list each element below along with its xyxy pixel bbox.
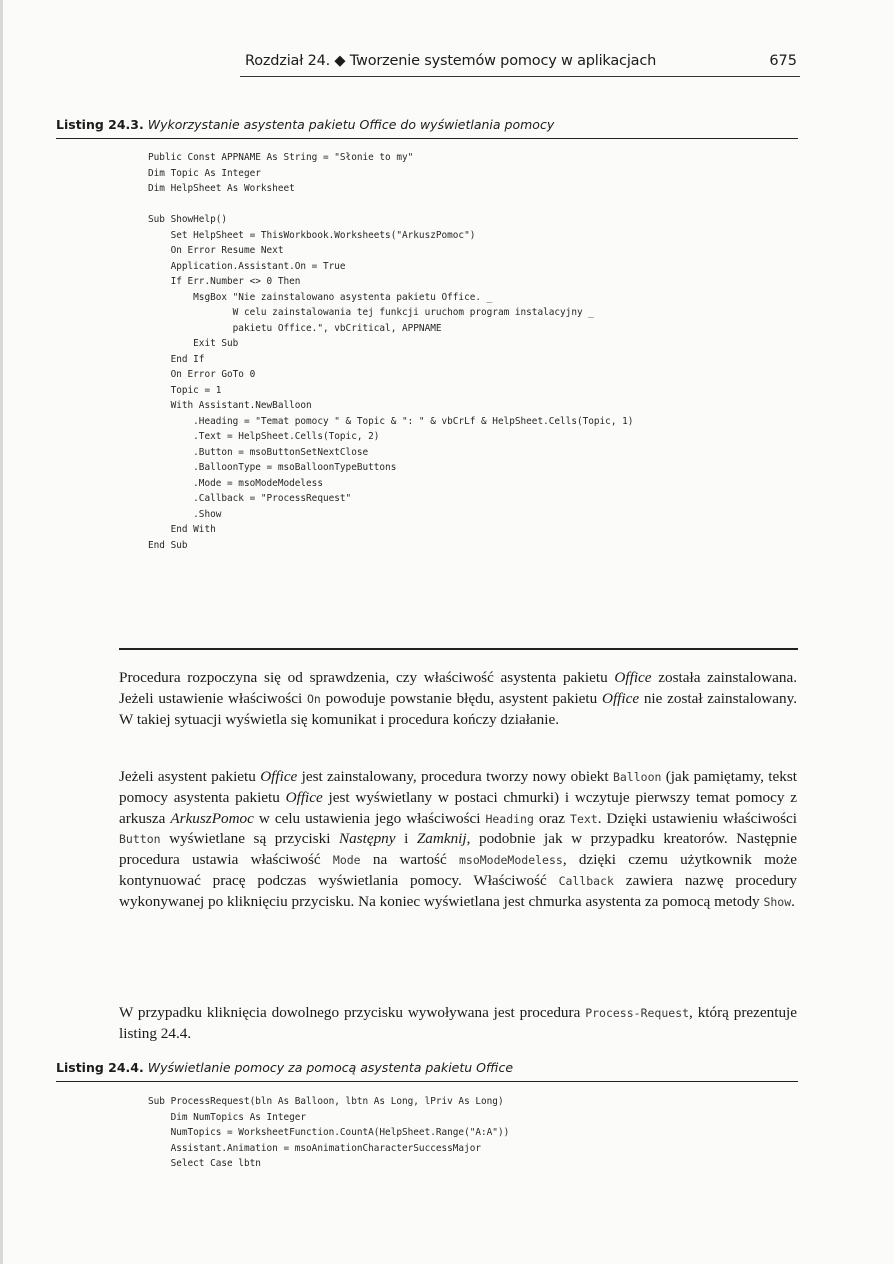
text: nie został zainstalowany. W takiej sytuacji wyświetla się komunikat i procedura kończy działanie. bbox=[119, 689, 797, 728]
text: wyświetlane są przyciski bbox=[160, 830, 339, 848]
code-term: msoModeModeless bbox=[458, 853, 563, 868]
paragraph-3 bbox=[119, 1003, 797, 1045]
text: . bbox=[791, 892, 795, 910]
text: W przypadku kliknięcia dowolnego przycisku wywoływana jest procedura bbox=[119, 1004, 586, 1021]
text: została zainstalowana. Jeżeli ustawienie właściwości bbox=[119, 669, 797, 707]
text: (jak pamiętamy, tekst pomocy asystenta pakietu bbox=[119, 768, 797, 806]
listing-24-4-code: Sub ProcessRequest(bln As Balloon, lbtn As Long, lPriv As Long) Dim NumTopics As Integer NumTopics = WorksheetFunction.CountA(HelpSheet.Range("A:A")) Assistant.Animation = msoAnimationCharacterSuccessMajor Select Case lbtn bbox=[148, 1096, 510, 1169]
code-term: Heading bbox=[485, 811, 534, 826]
code-term: Show bbox=[763, 894, 792, 909]
listing-caption: Wykorzystanie asystenta pakietu Office do wyświetlania pomocy bbox=[147, 117, 555, 132]
text: , podobnie jak w przypadku kreatorów. Następnie procedura ustawia właściwość bbox=[119, 830, 797, 869]
text: Jeżeli asystent pakietu bbox=[119, 768, 261, 785]
page-edge bbox=[0, 0, 3, 1264]
paragraph-2 bbox=[119, 767, 797, 913]
code-term: Button bbox=[119, 832, 161, 847]
text: jest wyświetlany w postaci chmurki) i wczytuje pierwszy temat pomocy z arkusza bbox=[119, 788, 797, 827]
listing-top-rule bbox=[56, 1081, 798, 1082]
emphasis: Office bbox=[601, 689, 640, 707]
listing-caption: Wyświetlanie pomocy za pomocą asystenta pakietu Office bbox=[147, 1060, 514, 1075]
emphasis: Office bbox=[260, 768, 298, 785]
code-term: Callback bbox=[558, 873, 614, 888]
listing-label: Listing 24.4. bbox=[56, 1060, 144, 1075]
paragraph-1 bbox=[119, 668, 797, 730]
text: w celu ustawienia jego właściwości bbox=[253, 809, 486, 827]
emphasis: Następny bbox=[338, 830, 396, 848]
code-term: Process-Request bbox=[585, 1006, 690, 1020]
code-term: On bbox=[307, 691, 321, 706]
text: oraz bbox=[533, 809, 571, 827]
emphasis: Office bbox=[614, 669, 652, 686]
text: Procedura rozpoczyna się od sprawdzenia, czy właściwość asystenta pakietu bbox=[119, 669, 615, 686]
emphasis: Zamknij bbox=[416, 830, 467, 848]
listing-top-rule bbox=[56, 138, 798, 139]
header-rule bbox=[240, 76, 800, 77]
listing-24-3-code: Public Const APPNAME As String = "Słonie to my" Dim Topic As Integer Dim HelpSheet As Worksheet Sub ShowHelp() Set HelpSheet = ThisWorkbook.Worksheets("ArkuszPomoc") On Error Resume Next Application.Assistant.On = True If Err.Number <> 0 Then MsgBox "Nie zainstalowano asystenta pakietu Office. _ W celu zainstalowania tej funkcji uruchom program instalacyjny _ pakietu Office.", vbCritical, APPNAME Exit Sub End If On Error GoTo 0 Topic = 1 With Assistant.NewBalloon .Heading = "Temat pomocy " & Topic & ": " & vbCrLf & HelpSheet.Cells(Topic, 1) .Text = HelpSheet.Cells(Topic, 2) .Button = msoButtonSetNextClose .BalloonType = msoBalloonTypeButtons .Mode = msoModeModeless .Callback = "ProcessRequest" .Show End With End Sub bbox=[148, 152, 634, 551]
listing-label: Listing 24.3. bbox=[56, 117, 144, 132]
text: , którą prezentuje listing 24.4. bbox=[119, 1004, 797, 1042]
text: powoduje powstanie błędu, asystent pakietu bbox=[320, 689, 602, 707]
listing-24-3-title bbox=[56, 117, 554, 137]
code-term: Text bbox=[570, 811, 598, 826]
emphasis: Office bbox=[285, 788, 323, 806]
text: . Dzięki ustawieniu właściwości bbox=[597, 809, 798, 827]
code-term: Mode bbox=[332, 853, 361, 868]
page-number: 675 bbox=[769, 53, 797, 69]
chapter-title: Rozdział 24. ◆ Tworzenie systemów pomocy w aplikacjach bbox=[245, 53, 657, 69]
text: na wartość bbox=[360, 851, 459, 869]
listing-bottom-rule bbox=[119, 648, 798, 650]
page-header bbox=[240, 51, 800, 73]
text: zawiera nazwę procedury wykonywanej po kliknięciu przycisku. Na koniec wyświetlana jest chmurka asystenta za pomocą metody bbox=[119, 871, 797, 910]
listing-24-4-title bbox=[56, 1060, 513, 1080]
emphasis: ArkuszPomoc bbox=[170, 809, 254, 827]
code-term: Balloon bbox=[612, 770, 662, 784]
text: i bbox=[395, 830, 417, 848]
text: , dzięki czemu użytkownik może kontynuować pracę podczas wyświetlania pomocy. Właściwość bbox=[119, 851, 798, 889]
text: jest zainstalowany, procedura tworzy nowy obiekt bbox=[297, 768, 613, 785]
